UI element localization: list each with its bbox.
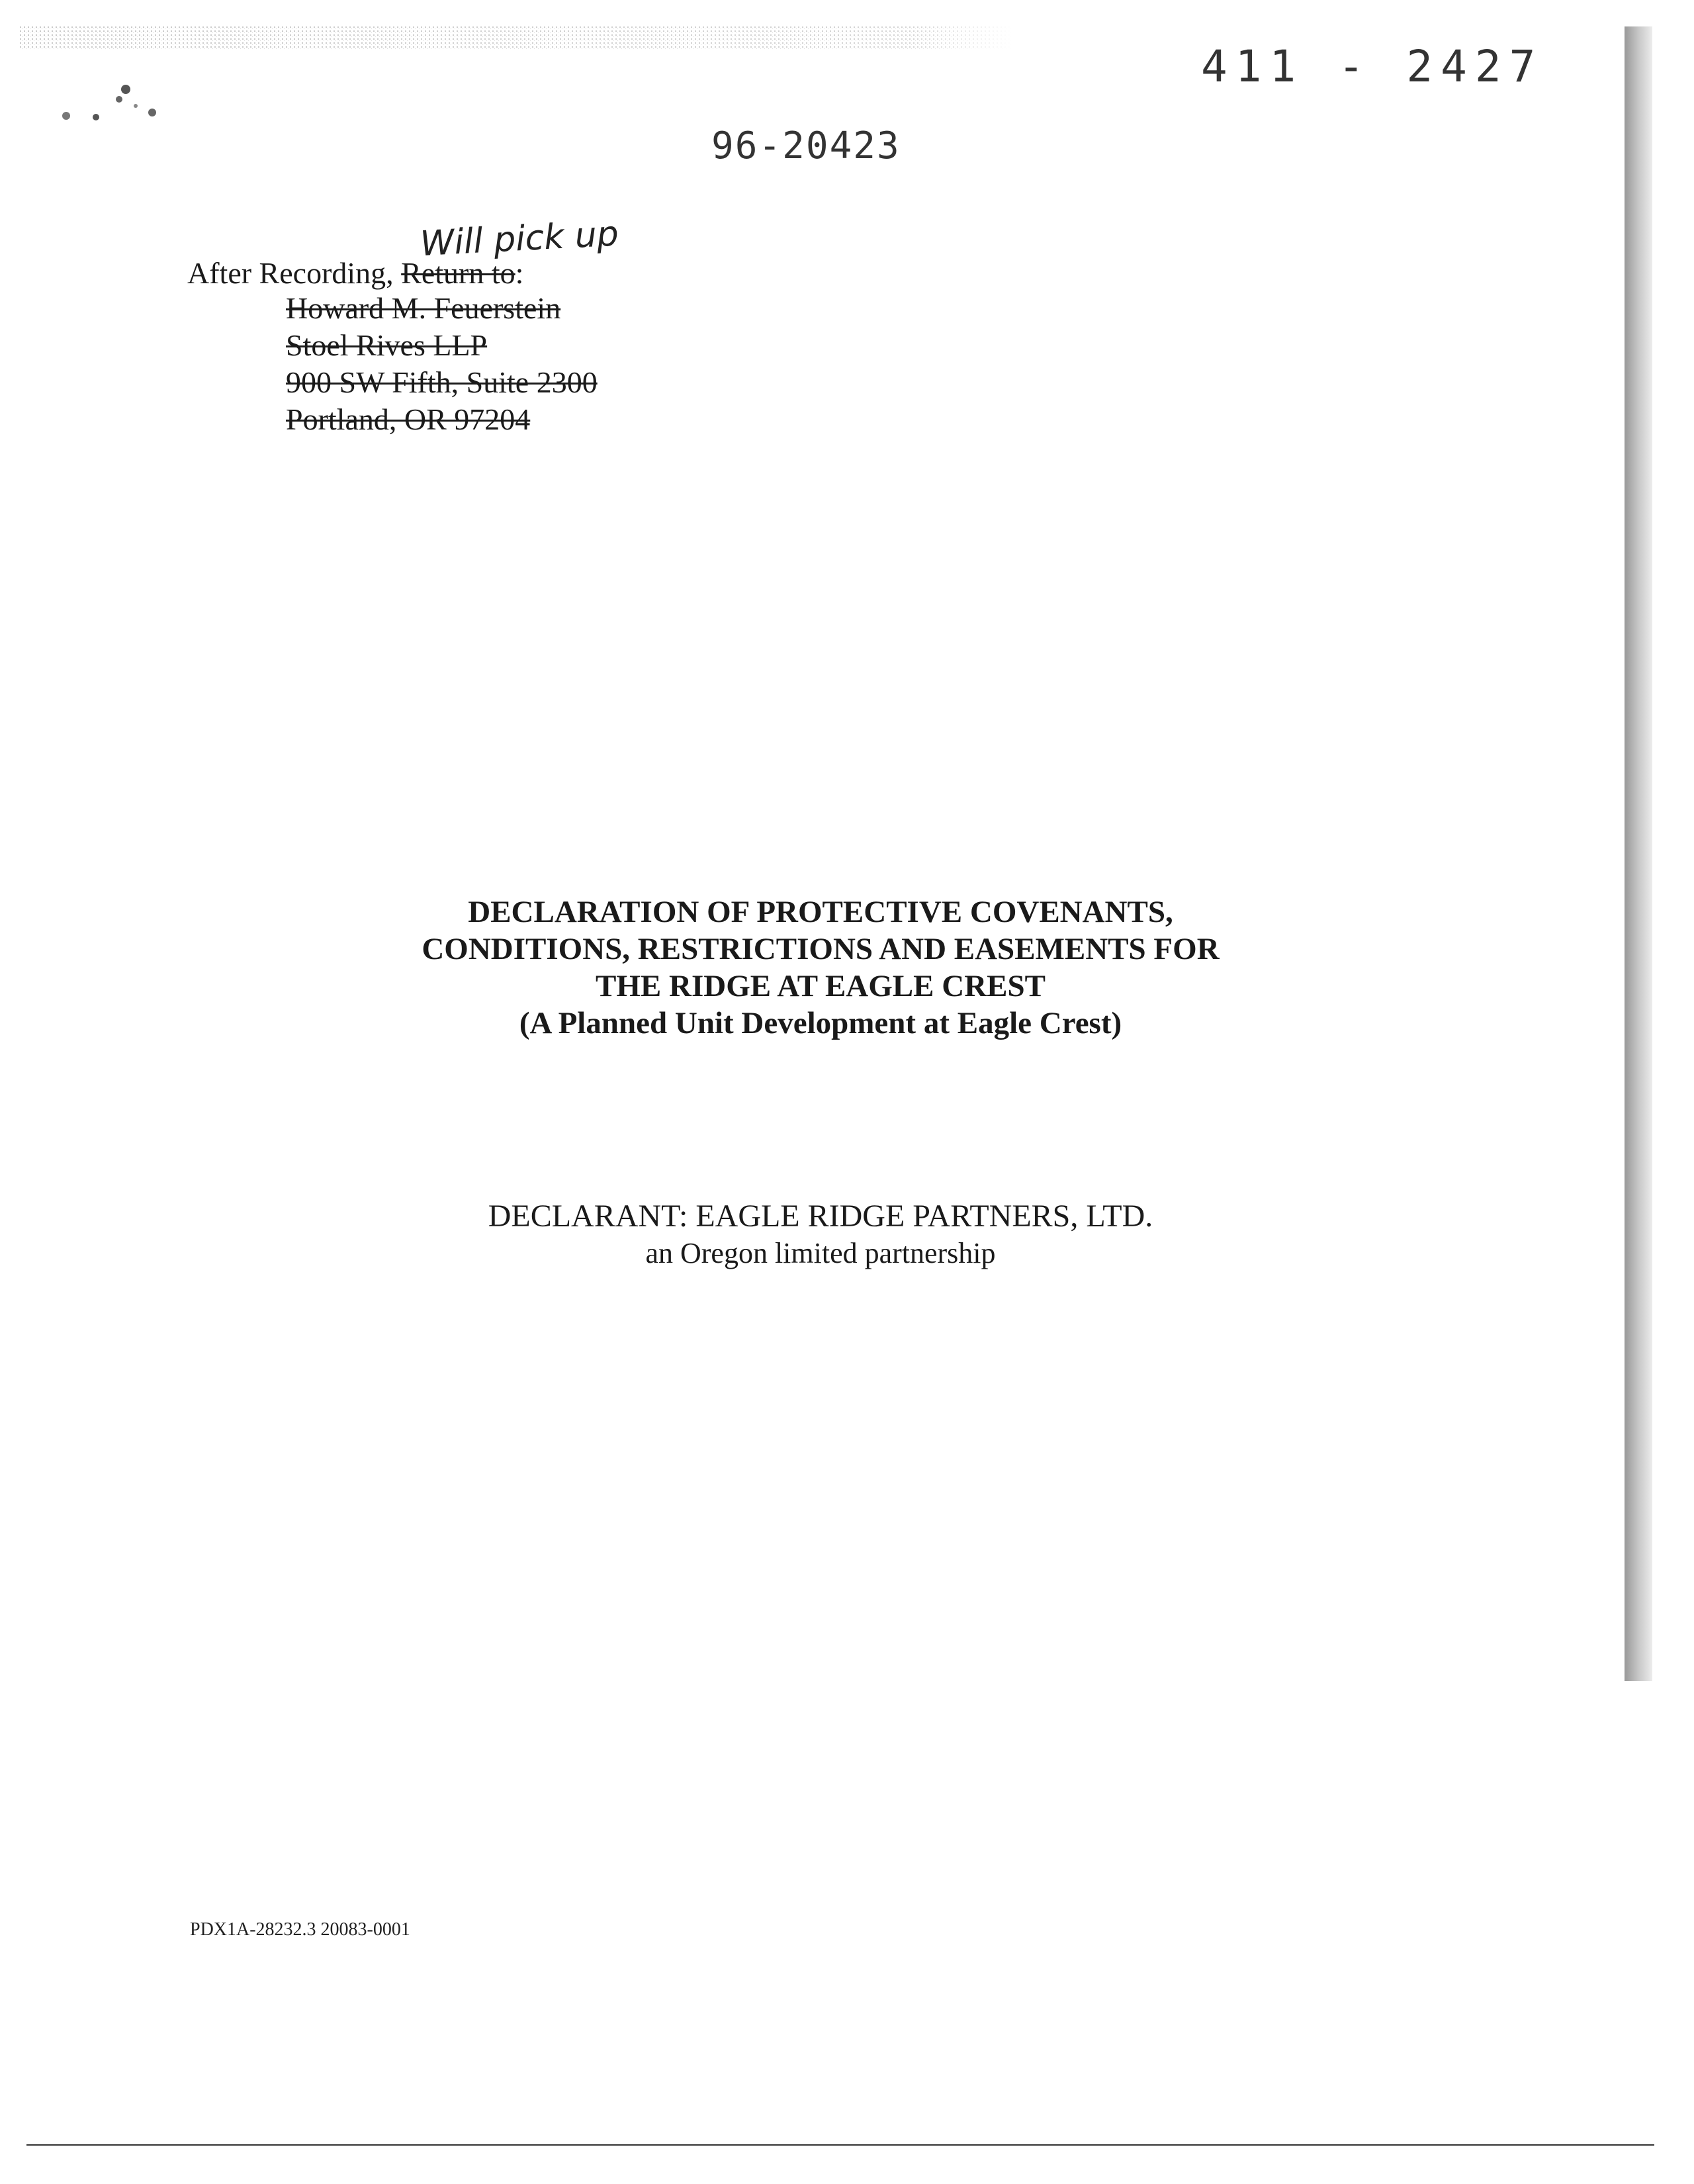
address-line-2: Stoel Rives LLP [286,328,488,362]
declarant-name: DECLARANT: EAGLE RIDGE PARTNERS, LTD. [488,1199,1153,1234]
address-line-3: 900 SW Fifth, Suite 2300 [286,365,598,399]
recording-number: 96-20423 [711,124,901,167]
bottom-rule [26,2144,1654,2146]
document-title [0,893,1641,1042]
corner-specks [46,76,179,142]
document-subtitle: (A Planned Unit Development at Eagle Crest) [519,1006,1122,1040]
title-line-3: THE RIDGE AT EAGLE CREST [596,969,1046,1003]
struck-address [286,290,598,438]
declarant-entity-type: an Oregon limited partnership [645,1237,996,1269]
document-code: PDX1A-28232.3 20083-0001 [190,1919,410,1940]
after-recording-colon: : [515,256,524,290]
title-line-2: CONDITIONS, RESTRICTIONS AND EASEMENTS FOR [422,932,1220,966]
address-line-1: Howard M. Feuerstein [286,291,561,325]
handwritten-note [417,210,629,270]
scan-noise-band [20,26,1012,60]
handwritten-note-text: Will pick up [419,214,620,265]
page-stamp-number: 411 - 2427 [1201,41,1544,92]
return-to-struck: Return to [401,256,515,290]
declarant-block [0,1198,1641,1272]
title-line-1: DECLARATION OF PROTECTIVE COVENANTS, [468,895,1173,929]
scan-edge-shadow [1625,26,1652,1681]
address-line-4: Portland, OR 97204 [286,402,531,436]
after-recording-prefix: After Recording, [187,256,402,290]
